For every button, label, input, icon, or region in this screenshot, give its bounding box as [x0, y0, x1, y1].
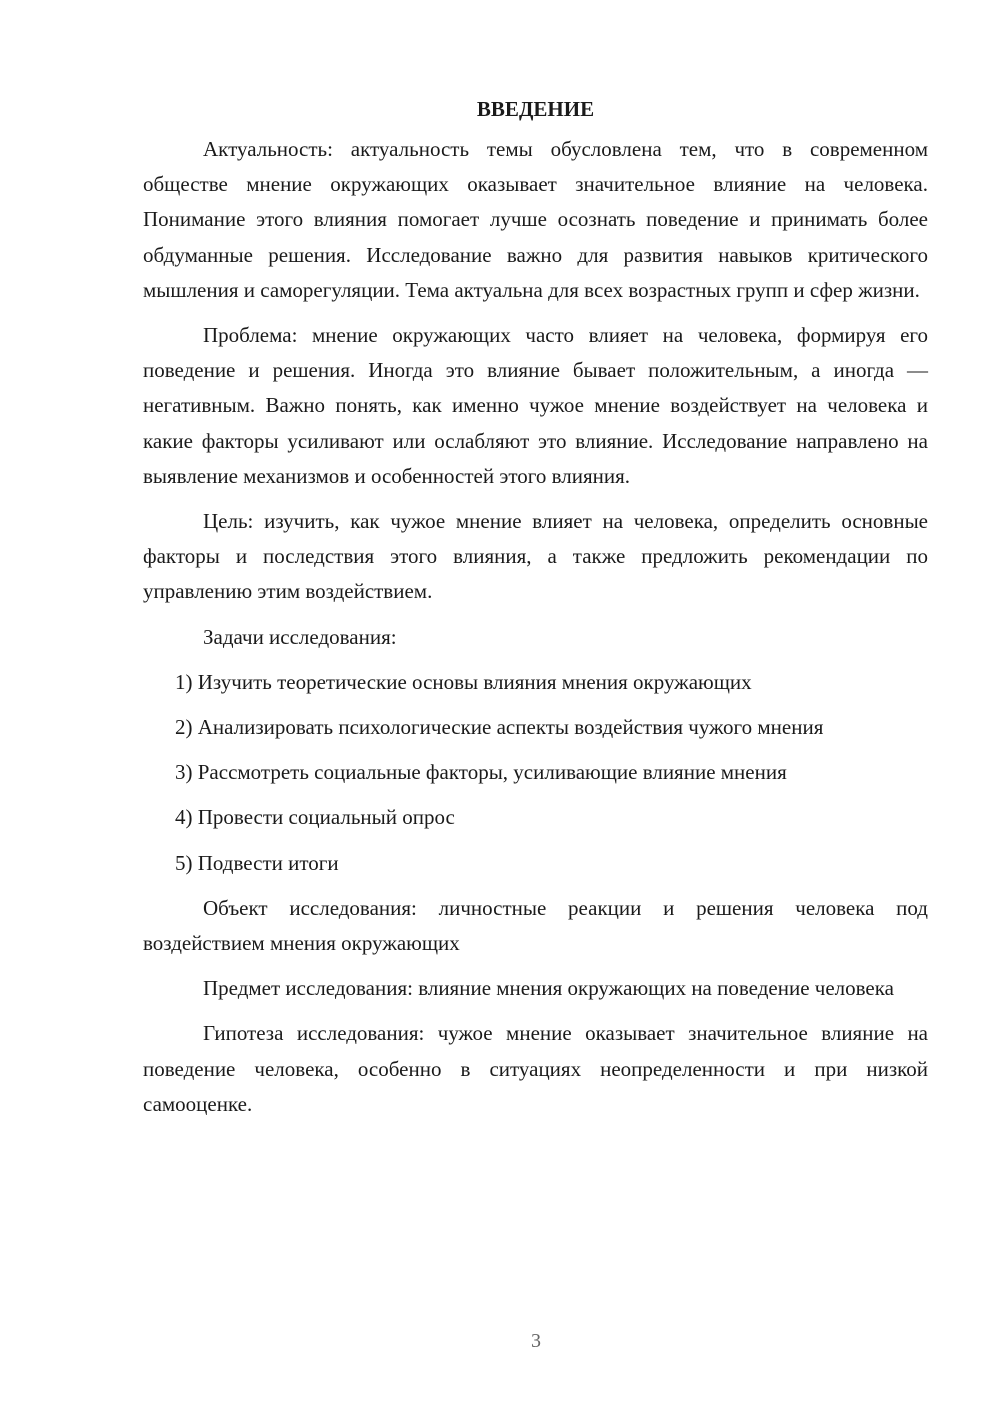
task-item: 3) Рассмотреть социальные факторы, усиливающие влияние мнения [175, 760, 787, 785]
problem-paragraph: Проблема: мнение окружающих часто влияет на человека, формируя его поведение и решения. Иногда это влияние бывает положительным, а иногда — негативным. Важно понять, как именно чужое мнение воздействует на человека и какие факторы усиливают или ослабляют это влияние. Исследование направлено на выявление механизмов и особенностей этого влияния. [143, 323, 928, 488]
document-page [143, 92, 928, 1132]
hypothesis-paragraph: Гипотеза исследования: чужое мнение оказывает значительное влияние на поведение человека, особенно в ситуациях неопределенности и при низкой самооценке. [143, 1021, 928, 1116]
relevance-paragraph: Актуальность: актуальность темы обусловлена тем, что в современном обществе мнение окружающих оказывает значительное влияние на человека. Понимание этого влияния помогает лучше осознать поведение и принимать более обдуманные решения. Исследование важно для развития навыков критического мышления и саморегуляции. Тема актуальна для всех возрастных групп и сфер жизни. [143, 137, 928, 302]
goal-paragraph: Цель: изучить, как чужое мнение влияет на человека, определить основные факторы и последствия этого влияния, а также предложить рекомендации по управлению этим воздействием. [143, 509, 928, 604]
object-paragraph: Объект исследования: личностные реакции и решения человека под воздействием мнения окружающих [143, 895, 928, 956]
task-item: 1) Изучить теоретические основы влияния мнения окружающих [175, 669, 752, 694]
page-number: 3 [531, 1330, 541, 1352]
section-title: ВВЕДЕНИЕ [476, 97, 595, 121]
tasks-heading: Задачи исследования: [203, 624, 397, 649]
task-item: 2) Анализировать психологические аспекты воздействия чужого мнения [175, 715, 824, 740]
task-item: 4) Провести социальный опрос [175, 805, 455, 830]
subject-paragraph: Предмет исследования: влияние мнения окружающих на поведение человека [203, 976, 894, 1001]
tasks-list [143, 665, 928, 881]
task-item: 5) Подвести итоги [175, 850, 339, 875]
